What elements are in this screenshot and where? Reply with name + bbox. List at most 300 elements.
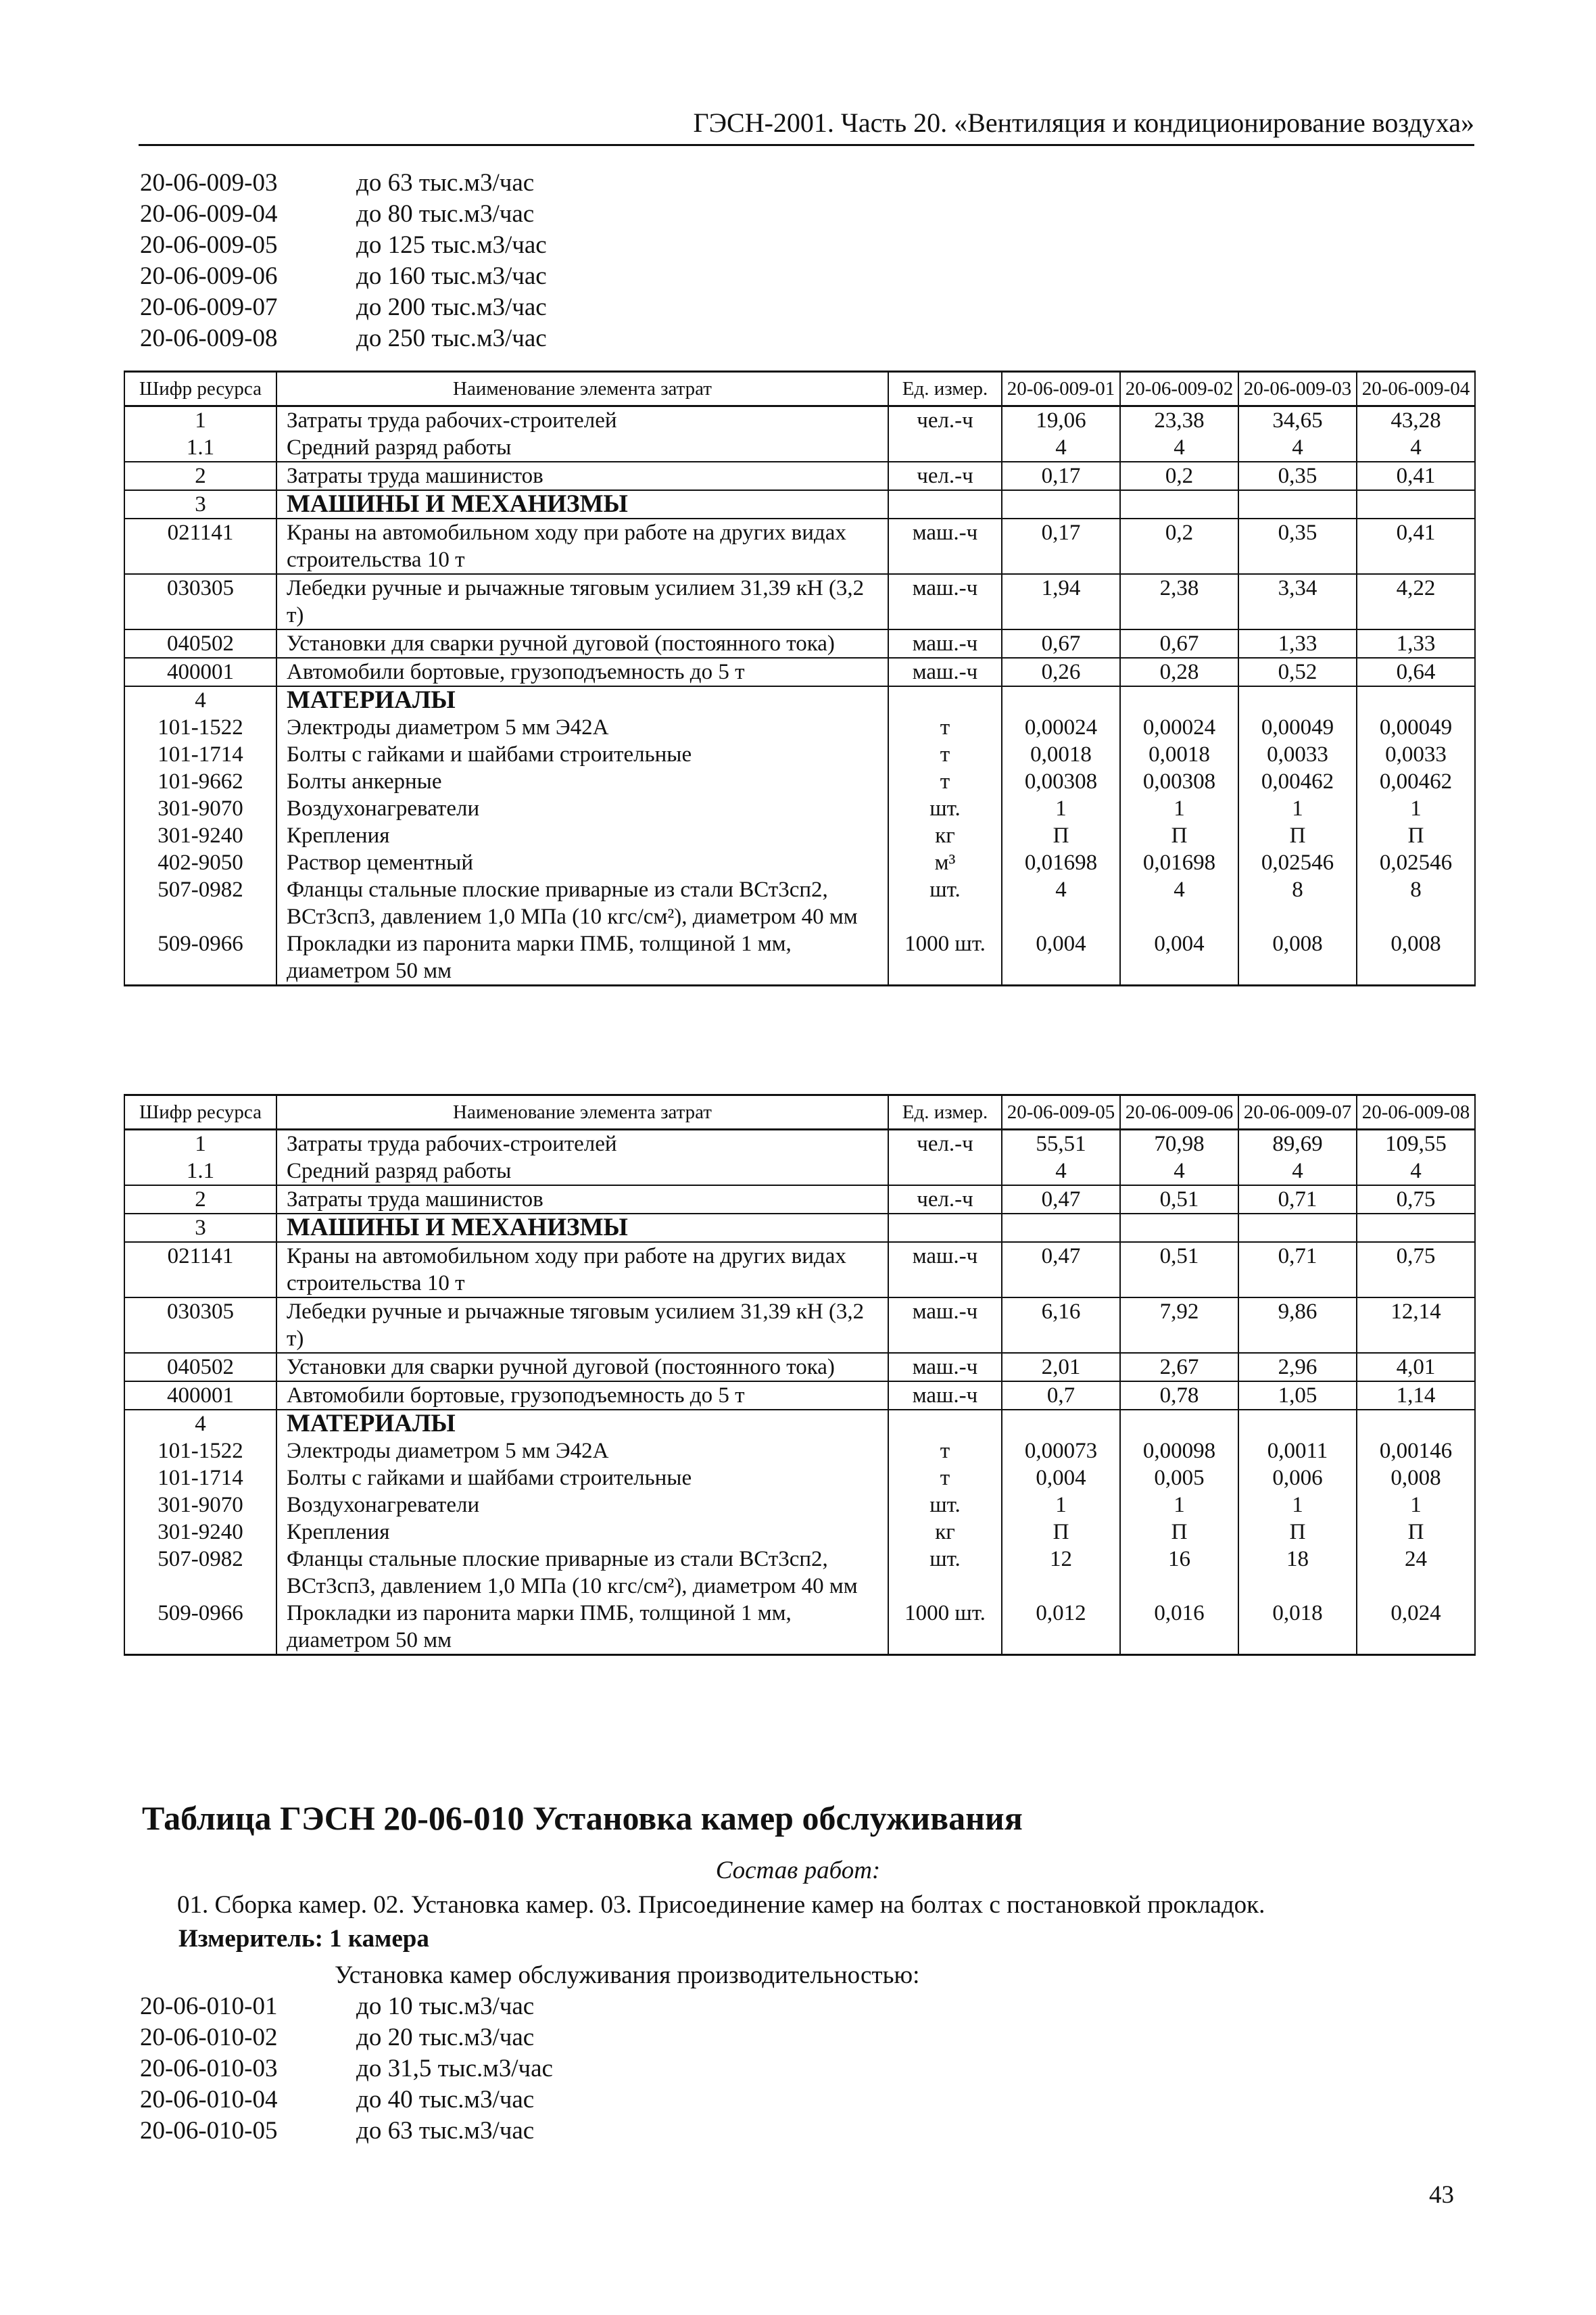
value-cell: 0,47	[1002, 1185, 1120, 1214]
value-cell: 0,004	[1002, 1464, 1120, 1491]
value-cell: 0,02546	[1357, 849, 1475, 876]
value-cell: 0,17	[1002, 519, 1120, 574]
table-row	[124, 1185, 1475, 1214]
value-cell: 0,75	[1357, 1242, 1475, 1297]
value-cell: 0,0033	[1238, 741, 1357, 768]
resource-name-cell: Электроды диаметром 5 мм Э42А	[276, 714, 888, 741]
value-cell	[1238, 686, 1357, 714]
header-code-label: Шифр ресурса	[139, 1101, 262, 1123]
table-row	[124, 574, 1475, 629]
table-row	[124, 876, 1475, 930]
resource-name-cell: Краны на автомобильном ходу при работе на других видах строительства 10 т	[276, 519, 888, 574]
value-cell: 0,00308	[1120, 768, 1238, 795]
value-cell: 4,22	[1357, 574, 1475, 629]
resource-name-cell: МАТЕРИАЛЫ	[276, 686, 888, 714]
table-row	[124, 1130, 1475, 1158]
value-cell: 70,98	[1120, 1130, 1238, 1158]
value-cell: 1	[1238, 1491, 1357, 1519]
value-cell: 0,00024	[1120, 714, 1238, 741]
table-row	[124, 849, 1475, 876]
header-col-4: 20-06-009-04	[1357, 372, 1475, 406]
table-row	[124, 714, 1475, 741]
value-cell: 0,00308	[1002, 768, 1120, 795]
table-row	[124, 741, 1475, 768]
table-row	[124, 1242, 1475, 1297]
bottom-code-list	[140, 1991, 553, 2147]
table-row	[124, 406, 1475, 435]
value-cell: 0,51	[1120, 1242, 1238, 1297]
value-cell: 4	[1357, 1158, 1475, 1185]
value-cell: 18	[1238, 1546, 1357, 1600]
value-cell: 55,51	[1002, 1130, 1120, 1158]
value-cell: 0,52	[1238, 658, 1357, 686]
resource-name-cell: Электроды диаметром 5 мм Э42А	[276, 1437, 888, 1464]
value-cell: П	[1002, 822, 1120, 849]
section-subtitle: Состав работ:	[715, 1857, 881, 1884]
resource-name-cell: Затраты труда машинистов	[276, 1185, 888, 1214]
unit-cell	[888, 1214, 1002, 1242]
value-cell: П	[1002, 1519, 1120, 1546]
table-row	[124, 1546, 1475, 1600]
list-intro: Установка камер обслуживания производительностью:	[335, 1961, 920, 1989]
value-cell: 0,41	[1357, 462, 1475, 490]
table-row	[124, 519, 1475, 574]
unit-cell: шт.	[888, 876, 1002, 930]
norm-code: 20-06-010-04	[140, 2086, 278, 2114]
table-row	[124, 462, 1475, 490]
value-cell: 4	[1120, 434, 1238, 462]
value-cell: 0,26	[1002, 658, 1120, 686]
value-cell	[1002, 686, 1120, 714]
resource-name-cell: Установки для сварки ручной дуговой (постоянного тока)	[276, 1353, 888, 1381]
value-cell	[1357, 1214, 1475, 1242]
header-unit: Ед. измер.	[888, 1095, 1002, 1130]
resource-code-cell: 040502	[124, 629, 276, 658]
value-cell: 1	[1357, 1491, 1475, 1519]
resource-name-cell: Затраты труда машинистов	[276, 462, 888, 490]
measure-unit: Измеритель: 1 камера	[178, 1925, 429, 1953]
value-cell: 2,38	[1120, 574, 1238, 629]
norm-code: 20-06-009-03	[140, 169, 278, 197]
list-item	[140, 2084, 553, 2116]
resource-code-cell: 3	[124, 490, 276, 519]
value-cell: 0,008	[1357, 930, 1475, 986]
resource-name-cell: Болты с гайками и шайбами строительные	[276, 1464, 888, 1491]
unit-cell: маш.-ч	[888, 658, 1002, 686]
value-cell: 0,00073	[1002, 1437, 1120, 1464]
value-cell: 0,78	[1120, 1381, 1238, 1410]
header-col-1: 20-06-009-05	[1002, 1095, 1120, 1130]
resource-name-cell: Воздухонагреватели	[276, 1491, 888, 1519]
value-cell: 0,17	[1002, 462, 1120, 490]
unit-cell: 1000 шт.	[888, 930, 1002, 986]
unit-cell: маш.-ч	[888, 1353, 1002, 1381]
resource-code-cell: 101-1714	[124, 1464, 276, 1491]
unit-cell	[888, 1410, 1002, 1437]
unit-cell: м³	[888, 849, 1002, 876]
unit-cell: шт.	[888, 1491, 1002, 1519]
unit-cell: т	[888, 1464, 1002, 1491]
value-cell: 0,024	[1357, 1600, 1475, 1655]
header-col-1: 20-06-009-01	[1002, 372, 1120, 406]
value-cell: 0,0033	[1357, 741, 1475, 768]
value-cell	[1238, 1410, 1357, 1437]
value-cell: П	[1120, 1519, 1238, 1546]
value-cell: 0,0018	[1120, 741, 1238, 768]
value-cell	[1357, 686, 1475, 714]
value-cell: 9,86	[1238, 1297, 1357, 1353]
value-cell: 1,14	[1357, 1381, 1475, 1410]
resource-name-cell: Прокладки из паронита марки ПМБ, толщиной 1 мм, диаметром 50 мм	[276, 930, 888, 986]
resource-code-cell: 402-9050	[124, 849, 276, 876]
value-cell: 4	[1002, 434, 1120, 462]
resource-name-cell: Краны на автомобильном ходу при работе на других видах строительства 10 т	[276, 1242, 888, 1297]
value-cell: 0,00098	[1120, 1437, 1238, 1464]
resource-name-cell: Лебедки ручные и рычажные тяговым усилием 31,39 кН (3,2 т)	[276, 1297, 888, 1353]
resource-code-cell: 301-9070	[124, 795, 276, 822]
value-cell: 0,00049	[1238, 714, 1357, 741]
resource-code-cell: 1.1	[124, 1158, 276, 1185]
unit-cell: маш.-ч	[888, 1297, 1002, 1353]
table-row	[124, 930, 1475, 986]
value-cell: 2,67	[1120, 1353, 1238, 1381]
unit-cell: чел.-ч	[888, 1185, 1002, 1214]
list-item	[140, 1991, 553, 2022]
header-col-4: 20-06-009-08	[1357, 1095, 1475, 1130]
value-cell: 12	[1002, 1546, 1120, 1600]
resource-code-cell: 030305	[124, 574, 276, 629]
unit-cell: кг	[888, 822, 1002, 849]
value-cell: 0,018	[1238, 1600, 1357, 1655]
list-item	[140, 168, 547, 199]
unit-cell: маш.-ч	[888, 519, 1002, 574]
resource-code-cell: 040502	[124, 1353, 276, 1381]
value-cell: 1,05	[1238, 1381, 1357, 1410]
value-cell: 0,01698	[1120, 849, 1238, 876]
value-cell: 0,016	[1120, 1600, 1238, 1655]
resource-code-cell: 301-9070	[124, 1491, 276, 1519]
resource-code-cell: 1.1	[124, 434, 276, 462]
norm-code: 20-06-010-01	[140, 1992, 278, 2020]
value-cell: 0,7	[1002, 1381, 1120, 1410]
value-cell: 0,0011	[1238, 1437, 1357, 1464]
norm-code: 20-06-010-02	[140, 2024, 278, 2051]
header-col-3: 20-06-009-03	[1238, 372, 1357, 406]
value-cell: 16	[1120, 1546, 1238, 1600]
norm-code: 20-06-009-05	[140, 231, 278, 259]
table-row	[124, 686, 1475, 714]
value-cell: П	[1238, 822, 1357, 849]
value-cell: 1	[1002, 795, 1120, 822]
value-cell: 0,51	[1120, 1185, 1238, 1214]
table-row	[124, 658, 1475, 686]
resource-name-cell: Затраты труда рабочих-строителей	[276, 1130, 888, 1158]
resource-code-cell: 1	[124, 1130, 276, 1158]
resource-name-cell: Раствор цементный	[276, 849, 888, 876]
resource-name-cell: Прокладки из паронита марки ПМБ, толщиной 1 мм, диаметром 50 мм	[276, 1600, 888, 1655]
value-cell: 0,00462	[1357, 768, 1475, 795]
value-cell: 34,65	[1238, 406, 1357, 435]
value-cell: 4,01	[1357, 1353, 1475, 1381]
list-item	[140, 292, 547, 323]
resource-name-cell: Средний разряд работы	[276, 1158, 888, 1185]
value-cell: 1	[1357, 795, 1475, 822]
value-cell: 8	[1238, 876, 1357, 930]
resource-code-cell: 4	[124, 686, 276, 714]
list-item	[140, 199, 547, 230]
unit-cell: маш.-ч	[888, 629, 1002, 658]
table-row	[124, 1410, 1475, 1437]
value-cell: 0,004	[1120, 930, 1238, 986]
norm-code: 20-06-009-06	[140, 262, 278, 290]
resource-code-cell: 030305	[124, 1297, 276, 1353]
value-cell: 0,02546	[1238, 849, 1357, 876]
value-cell: 0,004	[1002, 930, 1120, 986]
header-name: Наименование элемента затрат	[276, 372, 888, 406]
norm-description: до 125 тыс.м3/час	[356, 231, 547, 259]
value-cell: 0,008	[1357, 1464, 1475, 1491]
value-cell: 1	[1120, 1491, 1238, 1519]
resource-code-cell: 4	[124, 1410, 276, 1437]
table-row	[124, 1600, 1475, 1655]
value-cell: 4	[1238, 1158, 1357, 1185]
table-row	[124, 795, 1475, 822]
value-cell: 24	[1357, 1546, 1475, 1600]
header-col-3: 20-06-009-07	[1238, 1095, 1357, 1130]
resource-name-cell: Фланцы стальные плоские приварные из стали ВСт3сп2, ВСт3сп3, давлением 1,0 МПа (10 кгс/см²), диаметром 40 мм	[276, 1546, 888, 1600]
unit-cell: шт.	[888, 795, 1002, 822]
norm-description: до 160 тыс.м3/час	[356, 262, 547, 290]
value-cell: 0,01698	[1002, 849, 1120, 876]
value-cell: 0,00024	[1002, 714, 1120, 741]
resource-code-cell: 021141	[124, 1242, 276, 1297]
value-cell: П	[1357, 822, 1475, 849]
value-cell: 0,008	[1238, 930, 1357, 986]
resource-name-cell: Автомобили бортовые, грузоподъемность до 5 т	[276, 658, 888, 686]
value-cell: 0,005	[1120, 1464, 1238, 1491]
resource-name-cell: Болты с гайками и шайбами строительные	[276, 741, 888, 768]
value-cell: 1	[1120, 795, 1238, 822]
value-cell: 0,71	[1238, 1185, 1357, 1214]
unit-cell: шт.	[888, 1546, 1002, 1600]
section-title: Таблица ГЭСН 20-06-010 Установка камер обслуживания	[142, 1799, 1023, 1837]
unit-cell: чел.-ч	[888, 462, 1002, 490]
unit-cell: 1000 шт.	[888, 1600, 1002, 1655]
list-item	[140, 2022, 553, 2053]
value-cell: 0,2	[1120, 519, 1238, 574]
resource-name-cell: Болты анкерные	[276, 768, 888, 795]
value-cell	[1120, 686, 1238, 714]
value-cell: 0,012	[1002, 1600, 1120, 1655]
page-number: 43	[1429, 2181, 1454, 2209]
resource-name-cell: МАШИНЫ И МЕХАНИЗМЫ	[276, 1214, 888, 1242]
norm-description: до 250 тыс.м3/час	[356, 325, 547, 352]
norm-description: до 20 тыс.м3/час	[356, 2024, 535, 2051]
table-row	[124, 1381, 1475, 1410]
norm-code: 20-06-009-04	[140, 200, 278, 228]
resource-code-cell: 2	[124, 462, 276, 490]
unit-cell	[888, 1158, 1002, 1185]
top-code-list	[140, 168, 547, 354]
table-row	[124, 1297, 1475, 1353]
value-cell	[1357, 490, 1475, 519]
value-cell: П	[1357, 1519, 1475, 1546]
table-row	[124, 1353, 1475, 1381]
resource-code-cell: 101-1522	[124, 1437, 276, 1464]
table-row	[124, 1214, 1475, 1242]
unit-cell: чел.-ч	[888, 1130, 1002, 1158]
norm-description: до 10 тыс.м3/час	[356, 1992, 535, 2020]
unit-cell: кг	[888, 1519, 1002, 1546]
value-cell: 0,35	[1238, 519, 1357, 574]
table-row	[124, 490, 1475, 519]
value-cell: 0,64	[1357, 658, 1475, 686]
value-cell: 0,67	[1120, 629, 1238, 658]
resource-code-cell: 101-1522	[124, 714, 276, 741]
value-cell: 0,00049	[1357, 714, 1475, 741]
table-row	[124, 1464, 1475, 1491]
value-cell: 0,35	[1238, 462, 1357, 490]
resource-code-cell: 301-9240	[124, 822, 276, 849]
value-cell: 0,2	[1120, 462, 1238, 490]
norm-code: 20-06-010-05	[140, 2117, 278, 2145]
resource-code-cell: 2	[124, 1185, 276, 1214]
value-cell: 0,00146	[1357, 1437, 1475, 1464]
resource-code-cell: 507-0982	[124, 876, 276, 930]
resource-name-cell: Воздухонагреватели	[276, 795, 888, 822]
header-code-label: Шифр ресурса	[139, 378, 262, 400]
resource-table-2	[124, 1094, 1476, 1656]
unit-cell	[888, 686, 1002, 714]
value-cell: П	[1120, 822, 1238, 849]
table-row	[124, 768, 1475, 795]
value-cell: 0,71	[1238, 1242, 1357, 1297]
unit-cell	[888, 490, 1002, 519]
list-item	[140, 2116, 553, 2147]
norm-code: 20-06-009-07	[140, 293, 278, 321]
value-cell	[1120, 490, 1238, 519]
value-cell: 1,33	[1238, 629, 1357, 658]
norm-description: до 80 тыс.м3/час	[356, 200, 535, 228]
value-cell: 0,47	[1002, 1242, 1120, 1297]
table-row	[124, 1491, 1475, 1519]
resource-code-cell: 101-9662	[124, 768, 276, 795]
resource-name-cell: Автомобили бортовые, грузоподъемность до 5 т	[276, 1381, 888, 1410]
value-cell: 23,38	[1120, 406, 1238, 435]
value-cell: 2,01	[1002, 1353, 1120, 1381]
value-cell: 8	[1357, 876, 1475, 930]
resource-code-cell: 101-1714	[124, 741, 276, 768]
resource-code-cell: 509-0966	[124, 930, 276, 986]
value-cell: 0,28	[1120, 658, 1238, 686]
resource-code-cell: 301-9240	[124, 1519, 276, 1546]
unit-cell: маш.-ч	[888, 1381, 1002, 1410]
value-cell: 2,96	[1238, 1353, 1357, 1381]
value-cell: 0,00462	[1238, 768, 1357, 795]
value-cell: 89,69	[1238, 1130, 1357, 1158]
resource-name-cell: Средний разряд работы	[276, 434, 888, 462]
resource-name-cell: Крепления	[276, 822, 888, 849]
value-cell: 0,0018	[1002, 741, 1120, 768]
header-col-2: 20-06-009-06	[1120, 1095, 1238, 1130]
unit-cell: чел.-ч	[888, 406, 1002, 435]
value-cell: 0,41	[1357, 519, 1475, 574]
list-item	[140, 230, 547, 261]
value-cell: 4	[1002, 876, 1120, 930]
table-row	[124, 822, 1475, 849]
unit-cell: т	[888, 768, 1002, 795]
resource-name-cell: Затраты труда рабочих-строителей	[276, 406, 888, 435]
value-cell: 109,55	[1357, 1130, 1475, 1158]
header-code	[124, 372, 276, 406]
norm-description: до 63 тыс.м3/час	[356, 2117, 535, 2145]
resource-code-cell: 021141	[124, 519, 276, 574]
unit-cell: т	[888, 714, 1002, 741]
resource-name-cell: Крепления	[276, 1519, 888, 1546]
resource-code-cell: 509-0966	[124, 1600, 276, 1655]
unit-cell: маш.-ч	[888, 1242, 1002, 1297]
value-cell: 0,006	[1238, 1464, 1357, 1491]
resource-code-cell: 1	[124, 406, 276, 435]
norm-description: до 40 тыс.м3/час	[356, 2086, 535, 2114]
table-header-row	[124, 372, 1475, 406]
table-row	[124, 434, 1475, 462]
value-cell: 1,33	[1357, 629, 1475, 658]
resource-name-cell: Фланцы стальные плоские приварные из стали ВСт3сп2, ВСт3сп3, давлением 1,0 МПа (10 кгс/см²), диаметром 40 мм	[276, 876, 888, 930]
value-cell	[1120, 1214, 1238, 1242]
resource-name-cell: МАТЕРИАЛЫ	[276, 1410, 888, 1437]
norm-code: 20-06-009-08	[140, 325, 278, 352]
list-item	[140, 261, 547, 292]
resource-code-cell: 507-0982	[124, 1546, 276, 1600]
header-code	[124, 1095, 276, 1130]
value-cell: 0,75	[1357, 1185, 1475, 1214]
resource-name-cell: Лебедки ручные и рычажные тяговым усилием 31,39 кН (3,2 т)	[276, 574, 888, 629]
value-cell: 4	[1002, 1158, 1120, 1185]
value-cell: 12,14	[1357, 1297, 1475, 1353]
norm-description: до 200 тыс.м3/час	[356, 293, 547, 321]
value-cell	[1002, 490, 1120, 519]
norm-code: 20-06-010-03	[140, 2055, 278, 2082]
value-cell	[1357, 1410, 1475, 1437]
unit-cell	[888, 434, 1002, 462]
value-cell: 1	[1238, 795, 1357, 822]
value-cell: 6,16	[1002, 1297, 1120, 1353]
header-name: Наименование элемента затрат	[276, 1095, 888, 1130]
resource-code-cell: 400001	[124, 658, 276, 686]
norm-description: до 63 тыс.м3/час	[356, 169, 535, 197]
value-cell: 4	[1238, 434, 1357, 462]
resource-name-cell: МАШИНЫ И МЕХАНИЗМЫ	[276, 490, 888, 519]
value-cell	[1120, 1410, 1238, 1437]
table-row	[124, 1437, 1475, 1464]
table-row	[124, 629, 1475, 658]
unit-cell: маш.-ч	[888, 574, 1002, 629]
value-cell	[1002, 1410, 1120, 1437]
table-row	[124, 1519, 1475, 1546]
running-header: ГЭСН-2001. Часть 20. «Вентиляция и кондиционирование воздуха»	[139, 107, 1474, 146]
value-cell: 4	[1357, 434, 1475, 462]
resource-code-cell: 3	[124, 1214, 276, 1242]
norm-description: до 31,5 тыс.м3/час	[356, 2055, 553, 2082]
list-item	[140, 323, 547, 354]
value-cell: 1	[1002, 1491, 1120, 1519]
work-operations: 01. Сборка камер. 02. Установка камер. 03. Присоединение камер на болтах с постановкой прокладок.	[177, 1891, 1265, 1919]
header-col-2: 20-06-009-02	[1120, 372, 1238, 406]
table-row	[124, 1158, 1475, 1185]
list-item	[140, 2053, 553, 2084]
value-cell: 0,67	[1002, 629, 1120, 658]
